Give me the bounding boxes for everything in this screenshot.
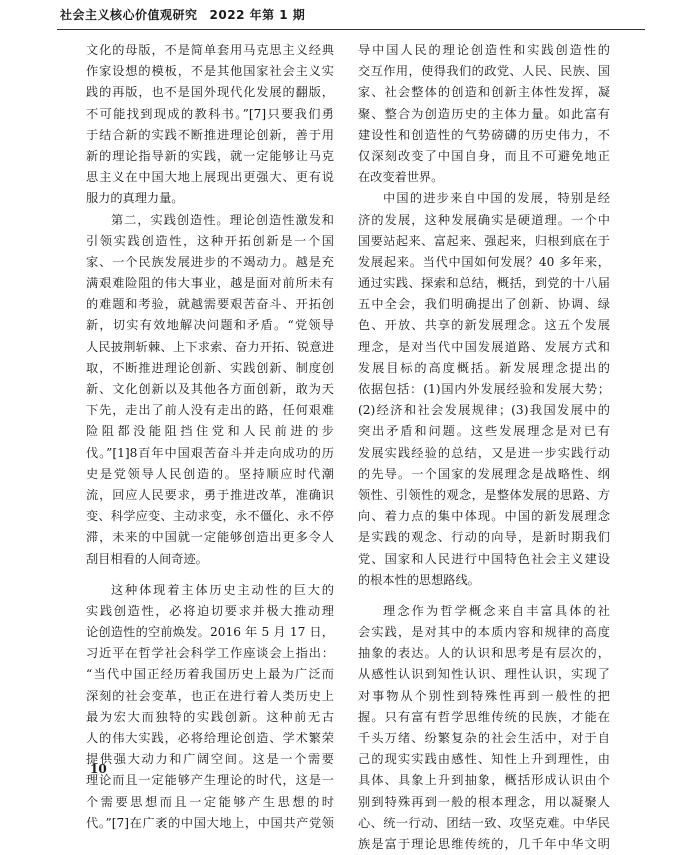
text-line: 发展实践经验的总结，又是进一步实践行动	[358, 445, 610, 460]
text-line: 习近平在哲学社会科学工作座谈会上指出：	[86, 646, 334, 661]
text-line: 在改变着世界。	[358, 170, 444, 185]
text-line: 仅深刻改变了中国自身，而且不可避免地正	[358, 148, 610, 163]
text-line: 五中全会，我们明确提出了创新、协调、绿	[358, 297, 610, 312]
text-line: 文化的母版，不是简单套用马克思主义经典	[86, 43, 334, 57]
text-line: 突出矛盾和问题。这些发展理念是对已有	[358, 424, 610, 439]
text-line: 会实践，是对其中的本质内容和规律的高度	[358, 625, 610, 640]
text-line: 践的再版，也不是国外现代化发展的翻版，	[86, 85, 334, 100]
text-line: 下先，走出了前人没有走出的路，任何艰难	[86, 403, 334, 418]
text-line: 聚、整合为创造历史的主体力量。如此富有	[358, 106, 610, 121]
text-line: 的根本性的思想路线。	[358, 572, 480, 587]
text-line: 家、一个民族发展进步的不竭动力。越是充	[86, 254, 334, 269]
text-line: 史是党领导人民创造的。坚持顺应时代潮	[86, 466, 334, 481]
text-line: 色、开放、共享的新发展理念。这五个发展	[358, 318, 610, 333]
text-line: 代。”[7]在广袤的中国大地上，中国共产党领	[86, 815, 334, 830]
page-number: 10	[90, 762, 107, 776]
text-line: 变、科学应变、主动求变，永不僵化、永不停	[86, 509, 334, 524]
text-line: 理念作为哲学概念来自丰富具体的社	[383, 603, 610, 618]
text-line: 是实践的观念、行动的向导，是新时期我们	[358, 530, 610, 545]
text-line: 满艰难险阻的伟大事业，越是面对前所未有	[86, 276, 334, 291]
text-line: 人民披荆斩棘、上下求索、奋力开拓、锐意进	[86, 339, 334, 354]
text-line: 别到特殊再到一般的根本理念，用以凝聚人	[358, 794, 610, 809]
text-line: 深刻的社会变革，也正在进行着人类历史上	[86, 688, 334, 703]
text-line: 从感性认识到知性认识、理性认识，实现了	[358, 667, 610, 682]
text-line: 党、国家和人民进行中国特色社会主义建设	[358, 551, 610, 566]
text-line: 对事物从个别性到特殊性再到一般性的把	[358, 688, 610, 703]
text-line: 险阻都没能阻挡住党和人民前进的步	[86, 424, 334, 439]
text-line: 的先导。一个国家的发展理念是战略性、纲	[358, 466, 610, 481]
text-line: 发展目标的高度概括。新发展理念提出的	[358, 360, 610, 375]
text-line: 领性、引领性的观念，是整体发展的思路、方	[358, 487, 610, 502]
text-line: 于结合新的实践不断推进理论创新，善于用	[86, 127, 334, 142]
text-line: 服力的真理力量。	[86, 191, 184, 206]
text-line: 依据包括：(1)国内外发展经验和发展大势；	[358, 382, 610, 396]
text-line: 新、文化创新以及其他各方面创新，敢为天	[86, 382, 334, 396]
text-line: 人的伟大实践，必将给理论创造、学术繁荣	[86, 731, 334, 745]
text-line: 新，切实有效地解决问题和矛盾。“党领导	[86, 318, 334, 333]
text-line: 理念，是对当代中国发展道路、发展方式和	[358, 339, 610, 354]
text-line: 伐。”[1]8百年中国艰苦奋斗并走向成功的历	[86, 445, 334, 460]
text-line: 第二，实践创造性。理论创造性激发和	[111, 212, 334, 227]
text-line: (2)经济和社会发展规律；(3)我国发展中的	[358, 403, 610, 418]
text-line: 个需要思想而且一定能够产生思想的时	[86, 794, 334, 809]
right-column	[358, 40, 610, 855]
text-line: 导中国人民的理论创造性和实践创造性的	[358, 43, 610, 57]
text-line: 引领实践创造性，这种开拓创新是一个国	[86, 233, 334, 248]
text-line: 建设性和创造性的气势磅礴的历史伟力，不	[358, 127, 610, 142]
text-line: 最为宏大而独特的实践创新。这种前无古	[86, 709, 334, 724]
text-line: 交互作用，使得我们的政党、人民、民族、国	[358, 64, 610, 79]
text-line: 理论而且一定能够产生理论的时代，这是一	[86, 773, 334, 788]
text-line: 作家设想的模板，不是其他国家社会主义实	[86, 64, 334, 79]
text-line: 提供强大动力和广阔空间。这是一个需要	[86, 752, 334, 767]
paragraph-gap	[86, 570, 334, 580]
text-line: 具体、具象上升到抽象，概括形成认识由个	[358, 773, 610, 788]
text-line: 族是富于理论思维传统的，几千年中华文明	[358, 836, 610, 851]
left-column	[86, 40, 334, 834]
issue-label: 2022 年第 1 期	[209, 8, 306, 22]
text-line: “当代中国正经历着我国历史上最为广泛而	[86, 667, 334, 682]
text-line: 论创造性的空前焕发。2016 年 5 月 17 日，	[86, 625, 334, 640]
paragraph-gap	[358, 591, 610, 601]
journal-title: 社会主义核心价值观研究	[60, 8, 198, 22]
header-rule	[57, 29, 645, 30]
text-line: 实践创造性，必将迫切要求并极大推动理	[86, 603, 334, 618]
text-line: 千头万绪、纷繁复杂的社会生活中，对于自	[358, 731, 610, 745]
text-line: 国要站起来、富起来、强起来，归根到底在于	[358, 233, 610, 248]
text-line: 新的理论指导新的实践，就一定能够让马克	[86, 148, 334, 163]
text-line: 抽象的表达。人的认识和思考是有层次的，	[358, 646, 610, 661]
text-line: 这种体现着主体历史主动性的巨大的	[111, 582, 334, 597]
text-line: 滞，未来的中国就一定能够创造出更多令人	[86, 530, 334, 545]
text-line: 中国的进步来自中国的发展，特别是经	[383, 191, 610, 206]
text-line: 己的现实实践由感性、知性上升到理性，由	[358, 752, 610, 767]
text-line: 思主义在中国大地上展现出更强大、更有说	[86, 170, 334, 185]
text-line: 通过实践、探索和总结，概括，到党的十八届	[358, 276, 610, 291]
text-line: 家、社会整体的创造和创新主体性发挥，凝	[358, 85, 610, 100]
text-line: 刮目相看的人间奇迹。	[86, 551, 208, 566]
running-header	[60, 6, 305, 23]
text-line: 发展起来。当代中国如何发展？40 多年来，	[358, 254, 610, 269]
text-line: 握。只有富有哲学思维传统的民族，才能在	[358, 709, 610, 724]
text-line: 向、着力点的集中体现。中国的新发展理念	[358, 509, 610, 524]
text-line: 心、统一行动、团结一致、攻坚克难。中华民	[358, 815, 610, 830]
text-line: 流，回应人民要求，勇于推进改革，准确识	[86, 487, 334, 502]
text-line: 的难题和考验，就越需要艰苦奋斗、开拓创	[86, 297, 334, 312]
text-line: 济的发展，这种发展确实是硬道理。一个中	[358, 212, 610, 227]
text-line: 不可能找到现成的教科书。”[7]只要我们勇	[86, 106, 334, 121]
text-line: 取，不断推进理论创新、实践创新、制度创	[86, 360, 334, 375]
